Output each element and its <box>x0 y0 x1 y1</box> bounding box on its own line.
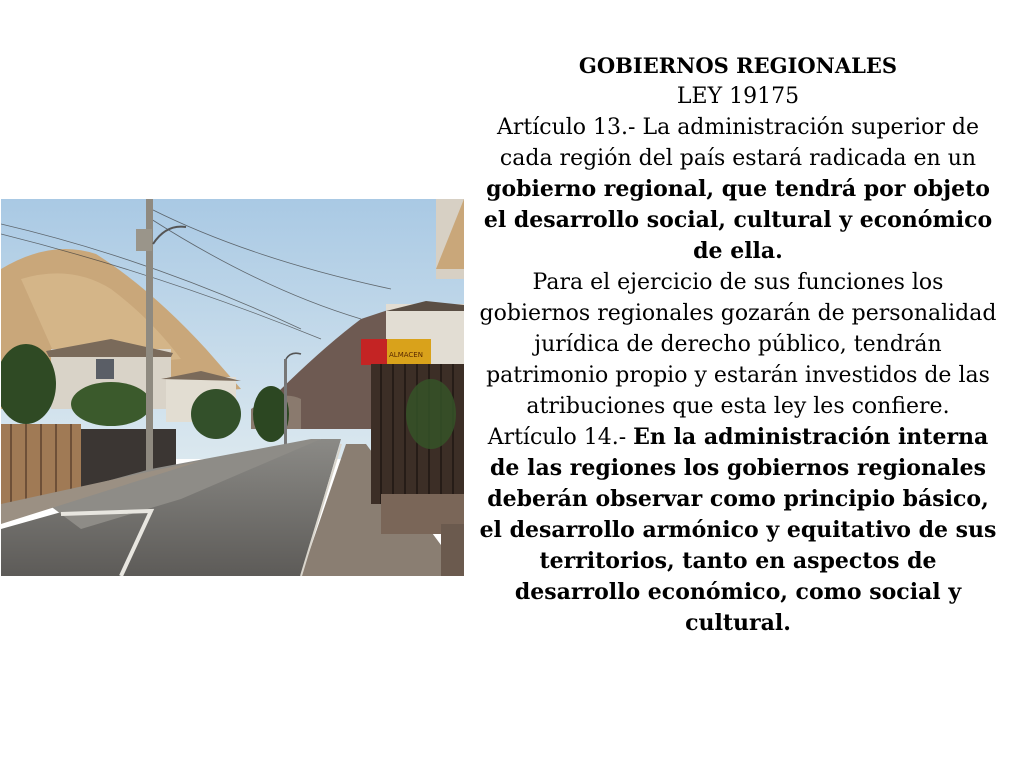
article-13-bold: gobierno regional, que tendrá por objeto el desarrollo social, cultural y económico de ella. <box>483 176 993 264</box>
article-13-label: Artículo 13.- <box>497 115 643 140</box>
article-14-label: Artículo 14.- <box>487 425 634 450</box>
article-14 <box>478 422 998 639</box>
article-14-bold: En la administración interna de las regiones los gobiernos regionales deberán observar como principio básico, el desarrollo armónico y equitativo de sus territorios, tanto en aspectos de desarrollo económico, como social y cultural. <box>479 424 997 636</box>
slide-title: GOBIERNOS REGIONALES <box>578 53 898 78</box>
paragraph-functions: Para el ejercicio de sus funciones los gobiernos regionales gozarán de personalidad jurídica de derecho público, tendrán patrimonio propio y estarán investidos de las atribuciones que esta ley les confiere. <box>479 270 997 419</box>
street-photo <box>1 199 464 576</box>
shop-sign: ALMACEN <box>389 351 423 359</box>
law-number: LEY 19175 <box>676 84 800 109</box>
article-13 <box>478 112 998 267</box>
article-13-text: La administración superior de cada región del país estará radicada en un <box>499 115 979 171</box>
slide-text <box>478 50 998 639</box>
